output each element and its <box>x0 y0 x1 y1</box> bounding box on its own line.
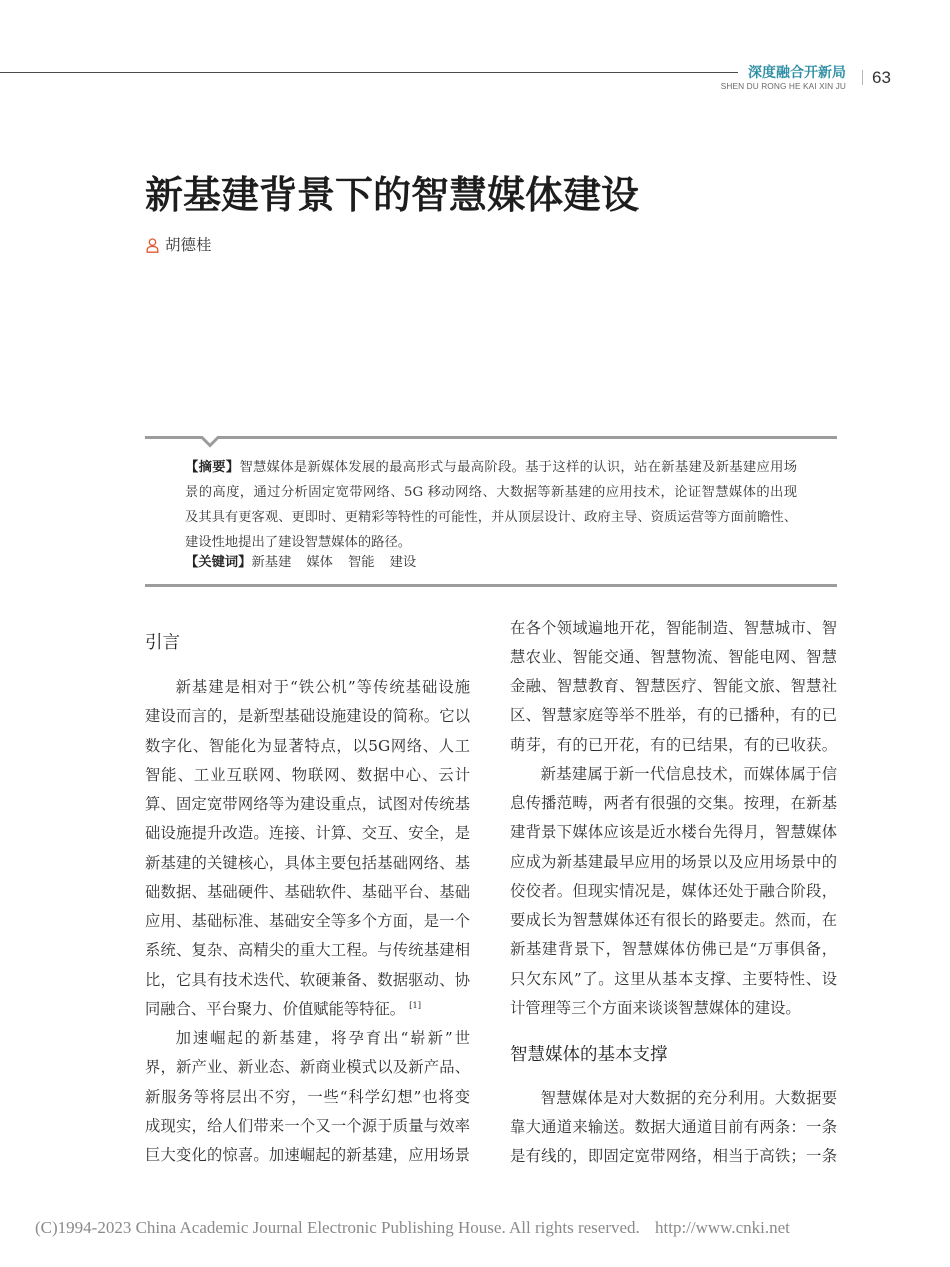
body-text-line: 新基建属于新一代信息技术，而媒体属于信 <box>540 764 837 783</box>
section-heading-basic-support: 智慧媒体的基本支撑 <box>510 1044 668 1065</box>
author-name: 胡德桂 <box>165 236 212 254</box>
body-text-line: 靠大通道来输送。数据大通道目前有两条：一条 <box>510 1117 837 1136</box>
body-text-line: 应用、基础标准、基础安全等多个方面，是一个 <box>145 912 470 930</box>
abstract <box>185 455 797 576</box>
page-number: 63 <box>872 68 891 87</box>
body-text-line: 比，它具有技术迭代、软硬兼备、数据驱动、协 <box>145 970 470 989</box>
footer-copyright: (C)1994-2023 China Academic Journal Electronic Publishing House. All rights reserved. <box>35 1218 640 1237</box>
footer-url: http://www.cnki.net <box>655 1218 790 1237</box>
author-byline <box>145 237 265 255</box>
body-text-line: 建背景下媒体应该是近水楼台先得月，智慧媒体 <box>510 823 837 842</box>
body-text-line: 成现实，给人们带来一个又一个源于质量与效率 <box>145 1116 470 1135</box>
header-separator <box>862 70 863 85</box>
body-text-line: 系统、复杂、高精尖的重大工程。与传统基建相 <box>145 941 470 960</box>
section-heading-introduction: 引言 <box>145 632 180 653</box>
body-text-line: 智慧媒体是对大数据的充分利用。大数据要 <box>540 1088 837 1107</box>
body-text-line: 慧农业、智能交通、智慧物流、智能电网、智慧 <box>510 647 837 666</box>
person-icon-graphic <box>146 238 159 253</box>
header-rule <box>0 72 738 73</box>
body-text-line: 是有线的，即固定宽带网络，相当于高铁；一条 <box>510 1147 837 1165</box>
body-text-line: 新基建背景下，智慧媒体仿佛已是“万事俱备， <box>510 940 837 959</box>
body-text-line: 应成为新基建最早应用的场景以及应用场景中的 <box>510 852 837 871</box>
body-text-line <box>145 995 470 1024</box>
keyword: 新基建 <box>251 555 292 570</box>
body-text-line: 础设施提升改造。连接、计算、交互、安全，是 <box>145 824 470 843</box>
person-icon <box>146 238 159 253</box>
column-title: 深度融合开新局 <box>748 65 846 81</box>
keyword: 智能 <box>347 555 375 570</box>
keywords-label: 【关键词】 <box>185 555 252 570</box>
keyword: 媒体 <box>306 555 333 570</box>
body-text-line: 智能、工业互联网、物联网、数据中心、云计 <box>145 765 470 784</box>
body-text-line: 建设而言的，是新型基础设施建设的简称。它以 <box>145 707 470 726</box>
column-title-pinyin: SHEN DU RONG HE KAI XIN JU <box>720 81 846 91</box>
body-text-line: 界，新产业、新业态、新商业模式以及新产品、 <box>145 1058 470 1077</box>
body-text-line: 新基建是相对于“铁公机”等传统基础设施 <box>175 678 470 696</box>
body-text-line: 息传播范畴，两者有很强的交集。按理，在新基 <box>510 794 837 812</box>
body-text-line: 算、固定宽带网络等为建设重点，试图对传统基 <box>145 795 470 813</box>
body-text-line: 萌芽，有的已开花，有的已结果，有的已收获。 <box>510 735 837 754</box>
body-text-line: 佼佼者。但现实情况是，媒体还处于融合阶段， <box>510 881 837 900</box>
body-text-line: 加速崛起的新基建，将孕育出“崭新”世 <box>175 1029 470 1047</box>
body-text-line: 数字化、智能化为显著特点，以5G网络、人工 <box>145 736 470 755</box>
left-column <box>145 629 470 1171</box>
body-text-line-text: 同融合、平台聚力、价值赋能等特征。 <box>145 999 406 1018</box>
keyword: 建设 <box>389 555 417 570</box>
body-text-line: 新基建的关键核心，具体主要包括基础网络、基 <box>145 853 470 872</box>
abstract-line <box>185 455 797 480</box>
article-title: 新基建背景下的智慧媒体建设 <box>145 172 640 217</box>
body-text-line: 计管理等三个方面来谈谈智慧媒体的建设。 <box>510 998 801 1017</box>
body-text-line: 巨大变化的惊喜。加速崛起的新基建，应用场景 <box>145 1146 470 1164</box>
abstract-line: 建设性地提出了建设智慧媒体的路径。 <box>185 534 412 550</box>
citation-reference: [1] <box>409 1000 422 1011</box>
right-column <box>510 614 837 1172</box>
body-text-line: 区、智慧家庭等举不胜举，有的已播种，有的已 <box>510 706 837 725</box>
abstract-label: 【摘要】 <box>185 459 240 475</box>
abstract-bottom-rule <box>145 584 837 587</box>
body-text-line: 础数据、基础硬件、基础软件、基础平台、基础 <box>145 882 470 901</box>
abstract-line: 景的高度，通过分析固定宽带网络、5G 移动网络、大数据等新基建的应用技术，论证智慧媒体的出现 <box>185 484 797 500</box>
abstract-line-text: 智慧媒体是新媒体发展的最高形式与最高阶段。基于这样的认识，站在新基建及新基建应用场 <box>239 459 798 475</box>
abstract-line: 及其具有更客观、更即时、更精彩等特性的可能性，并从顶层设计、政府主导、资质运营等方面前瞻性、 <box>185 509 797 525</box>
abstract-top-rule <box>145 436 837 448</box>
body-text-line: 只欠东风”了。这里从基本支撑、主要特性、设 <box>510 969 837 988</box>
body-text-line: 在各个领域遍地开花，智能制造、智慧城市、智 <box>510 618 837 637</box>
body-text-line: 金融、智慧教育、智慧医疗、智能文旅、智慧社 <box>510 677 837 695</box>
body-text-line: 要成长为智慧媒体还有很长的路要走。然而，在 <box>510 911 837 929</box>
body-text-line: 新服务等将层出不穷，一些“科学幻想”也将变 <box>145 1087 470 1106</box>
keywords <box>185 551 797 575</box>
